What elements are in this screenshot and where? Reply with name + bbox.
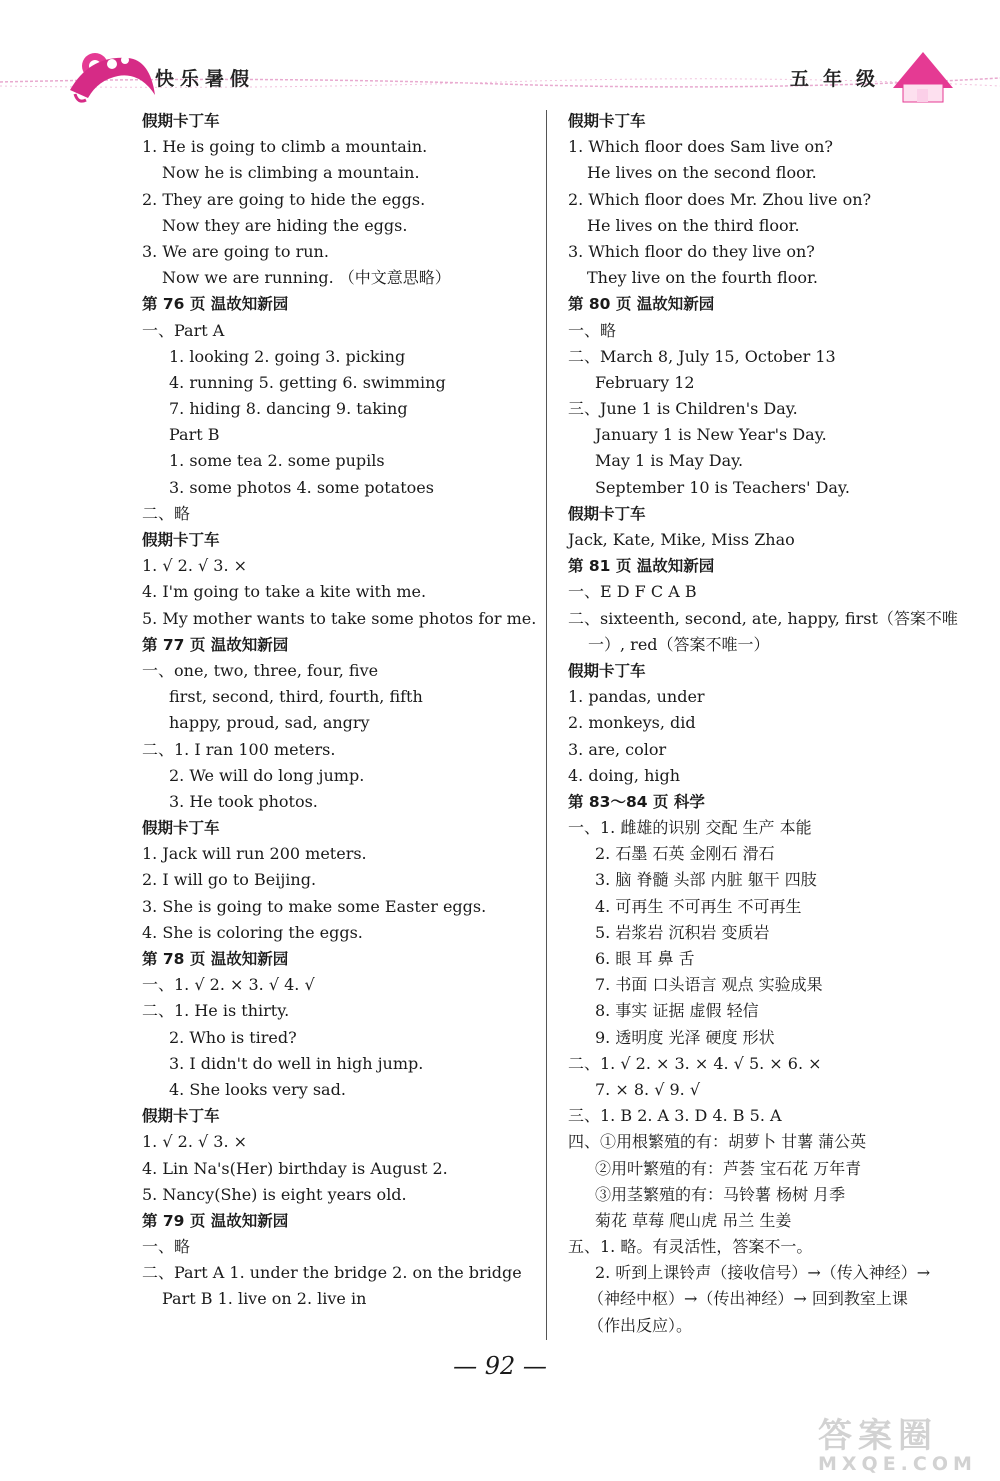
answer-line: 一、1. 雌雄的识别 交配 生产 本能	[568, 818, 812, 838]
answer-line: 5. My mother wants to take some photos for me.	[142, 608, 537, 628]
answer-line: happy, proud, sad, angry	[169, 713, 370, 733]
answer-line: 7. hiding 8. dancing 9. taking	[169, 399, 408, 419]
answer-line: 1. √ 2. √ 3. ×	[142, 1132, 248, 1152]
answer-line: Part B 1. live on 2. live in	[162, 1289, 367, 1309]
answer-line: （神经中枢）→（传出神经）→ 回到教室上课	[588, 1289, 908, 1309]
answer-line: 1. some tea 2. some pupils	[169, 451, 385, 471]
answer-line: Now they are hiding the eggs.	[162, 215, 408, 235]
header-title-left: 快乐暑假	[155, 68, 256, 90]
answer-line: He lives on the second floor.	[587, 163, 817, 183]
section-heading: 第 83～84 页 科学	[568, 792, 705, 811]
section-heading: 假期卡丁车	[568, 661, 646, 680]
right-answer-column	[568, 108, 963, 1339]
answer-line: 3. are, color	[568, 739, 667, 759]
answer-line: May 1 is May Day.	[595, 451, 744, 471]
answer-line: Part B	[169, 425, 220, 445]
answer-line: 一、Part A	[142, 320, 225, 340]
answer-line: （作出反应）。	[588, 1315, 693, 1335]
answer-line: 2. They are going to hide the eggs.	[142, 189, 426, 209]
answer-line: 二、1. He is thirty.	[142, 1001, 290, 1021]
section-heading: 第 77 页 温故知新园	[142, 635, 289, 654]
answer-line: 1. looking 2. going 3. picking	[169, 346, 406, 366]
answer-line: ②用叶繁殖的有：芦荟 宝石花 万年青	[595, 1158, 862, 1178]
page-number: — 92 —	[453, 1352, 547, 1380]
section-heading: 第 81 页 温故知新园	[568, 557, 715, 576]
answer-line: 3. I didn't do well in high jump.	[169, 1053, 424, 1073]
answer-line: 一、one, two, three, four, five	[142, 660, 379, 680]
watermark-logo	[818, 1408, 977, 1475]
answer-line: 4. 可再生 不可再生 不可再生	[595, 896, 802, 916]
answer-line: 五、1. 略。有灵活性，答案不一。	[568, 1237, 813, 1257]
answer-line: ③用茎繁殖的有：马铃薯 杨树 月季	[595, 1184, 846, 1204]
answer-line: 7. × 8. √ 9. √	[595, 1079, 701, 1099]
left-answer-column	[142, 108, 537, 1313]
answer-line: 二、1. I ran 100 meters.	[142, 739, 336, 759]
answer-line: 二、March 8, July 15, October 13	[568, 346, 836, 366]
answer-line: January 1 is New Year's Day.	[595, 425, 827, 445]
answer-line: 1. √ 2. √ 3. ×	[142, 556, 248, 576]
answer-line: 3. 脑 脊髓 头部 内脏 躯干 四肢	[595, 870, 817, 890]
section-heading: 第 78 页 温故知新园	[142, 950, 289, 968]
answer-line: 1. pandas, under	[568, 687, 705, 707]
section-heading: 假期卡丁车	[142, 819, 220, 838]
section-heading: 假期卡丁车	[568, 112, 646, 130]
answer-line: 2. Who is tired?	[169, 1027, 297, 1047]
watermark-title: 答案圈	[818, 1416, 938, 1456]
answer-line: 5. 岩浆岩 沉积岩 变质岩	[595, 922, 770, 942]
answer-line: 4. She is coloring the eggs.	[142, 922, 363, 942]
bird-decoration-icon	[70, 53, 155, 101]
answer-line: first, second, third, fourth, fifth	[169, 687, 423, 707]
answer-line: Now he is climbing a mountain.	[162, 163, 420, 183]
answer-line: 二、Part A 1. under the bridge 2. on the bridge	[142, 1263, 522, 1283]
answer-line: 1. Jack will run 200 meters.	[142, 844, 367, 864]
section-heading: 假期卡丁车	[142, 531, 220, 549]
answer-line: 2. Which floor does Mr. Zhou live on?	[568, 189, 872, 209]
section-heading: 假期卡丁车	[142, 1107, 220, 1126]
answer-line: 4. I'm going to take a kite with me.	[142, 582, 427, 602]
answer-line: He lives on the third floor.	[587, 215, 800, 235]
answer-line: 一、略	[568, 320, 617, 340]
answer-line: 3. We are going to run.	[142, 241, 329, 261]
section-heading: 第 76 页 温故知新园	[142, 295, 289, 314]
answer-line: 2. 石墨 石英 金刚石 滑石	[595, 844, 775, 864]
answer-line: 一、略	[142, 1237, 191, 1257]
answer-line: 4. running 5. getting 6. swimming	[169, 372, 446, 392]
answer-line: 1. He is going to climb a mountain.	[142, 137, 428, 157]
answer-line: They live on the fourth floor.	[587, 268, 818, 288]
answer-line: September 10 is Teachers' Day.	[595, 477, 850, 497]
section-heading: 假期卡丁车	[142, 112, 220, 130]
answer-line: 4. doing, high	[568, 765, 681, 785]
answer-line: 5. Nancy(She) is eight years old.	[142, 1184, 407, 1204]
answer-line: 三、June 1 is Children's Day.	[568, 399, 798, 419]
page-header	[0, 0, 1000, 110]
section-heading: 第 79 页 温故知新园	[142, 1211, 289, 1230]
answer-line: 2. 听到上课铃声（接收信号）→（传入神经）→	[595, 1263, 931, 1283]
header-decoration	[0, 0, 1000, 110]
answer-line: 3. Which floor do they live on?	[568, 241, 815, 261]
section-heading: 假期卡丁车	[568, 504, 646, 523]
answer-line: 1. Which floor does Sam live on?	[568, 137, 833, 157]
house-decoration-icon	[893, 52, 953, 102]
answer-line: 一、E D F C A B	[568, 582, 697, 602]
answer-line: 4. Lin Na's(Her) birthday is August 2.	[142, 1158, 448, 1178]
answer-line: 7. 书面 口头语言 观点 实验成果	[595, 975, 823, 995]
answer-line: February 12	[595, 372, 695, 392]
answer-line: 一、1. √ 2. × 3. √ 4. √	[142, 975, 315, 995]
answer-line: 4. She looks very sad.	[169, 1079, 346, 1099]
watermark-url: MXQE.COM	[818, 1453, 977, 1475]
answer-line: 3. He took photos.	[169, 791, 318, 811]
answer-line: 2. monkeys, did	[568, 713, 696, 733]
answer-line: 3. She is going to make some Easter eggs.	[142, 896, 487, 916]
answer-line: 2. We will do long jump.	[169, 765, 365, 785]
answer-line: 3. some photos 4. some potatoes	[169, 477, 434, 497]
answer-line: 二、1. √ 2. × 3. × 4. √ 5. × 6. ×	[568, 1053, 822, 1073]
header-title-right: 五年级	[790, 68, 890, 90]
answer-line: 四、①用根繁殖的有：胡萝卜 甘薯 蒲公英	[568, 1132, 867, 1152]
answer-line: 三、1. B 2. A 3. D 4. B 5. A	[568, 1106, 782, 1126]
answer-line: 2. I will go to Beijing.	[142, 870, 317, 890]
answer-line: 二、略	[142, 503, 191, 523]
answer-line: 9. 透明度 光泽 硬度 形状	[595, 1027, 775, 1047]
answer-line: 二、sixteenth, second, ate, happy, first（答案不唯	[568, 608, 958, 628]
answer-line: 6. 眼 耳 鼻 舌	[595, 949, 695, 968]
answer-line: 菊花 草莓 爬山虎 吊兰 生姜	[595, 1210, 792, 1230]
answer-line: 一）, red（答案不唯一）	[588, 634, 770, 654]
answer-line: Now we are running. （中文意思略）	[162, 268, 451, 288]
column-divider	[546, 110, 547, 1340]
answer-line: 8. 事实 证据 虚假 轻信	[595, 1001, 759, 1021]
section-heading: 第 80 页 温故知新园	[568, 295, 715, 314]
answer-line: Jack, Kate, Mike, Miss Zhao	[568, 530, 795, 549]
